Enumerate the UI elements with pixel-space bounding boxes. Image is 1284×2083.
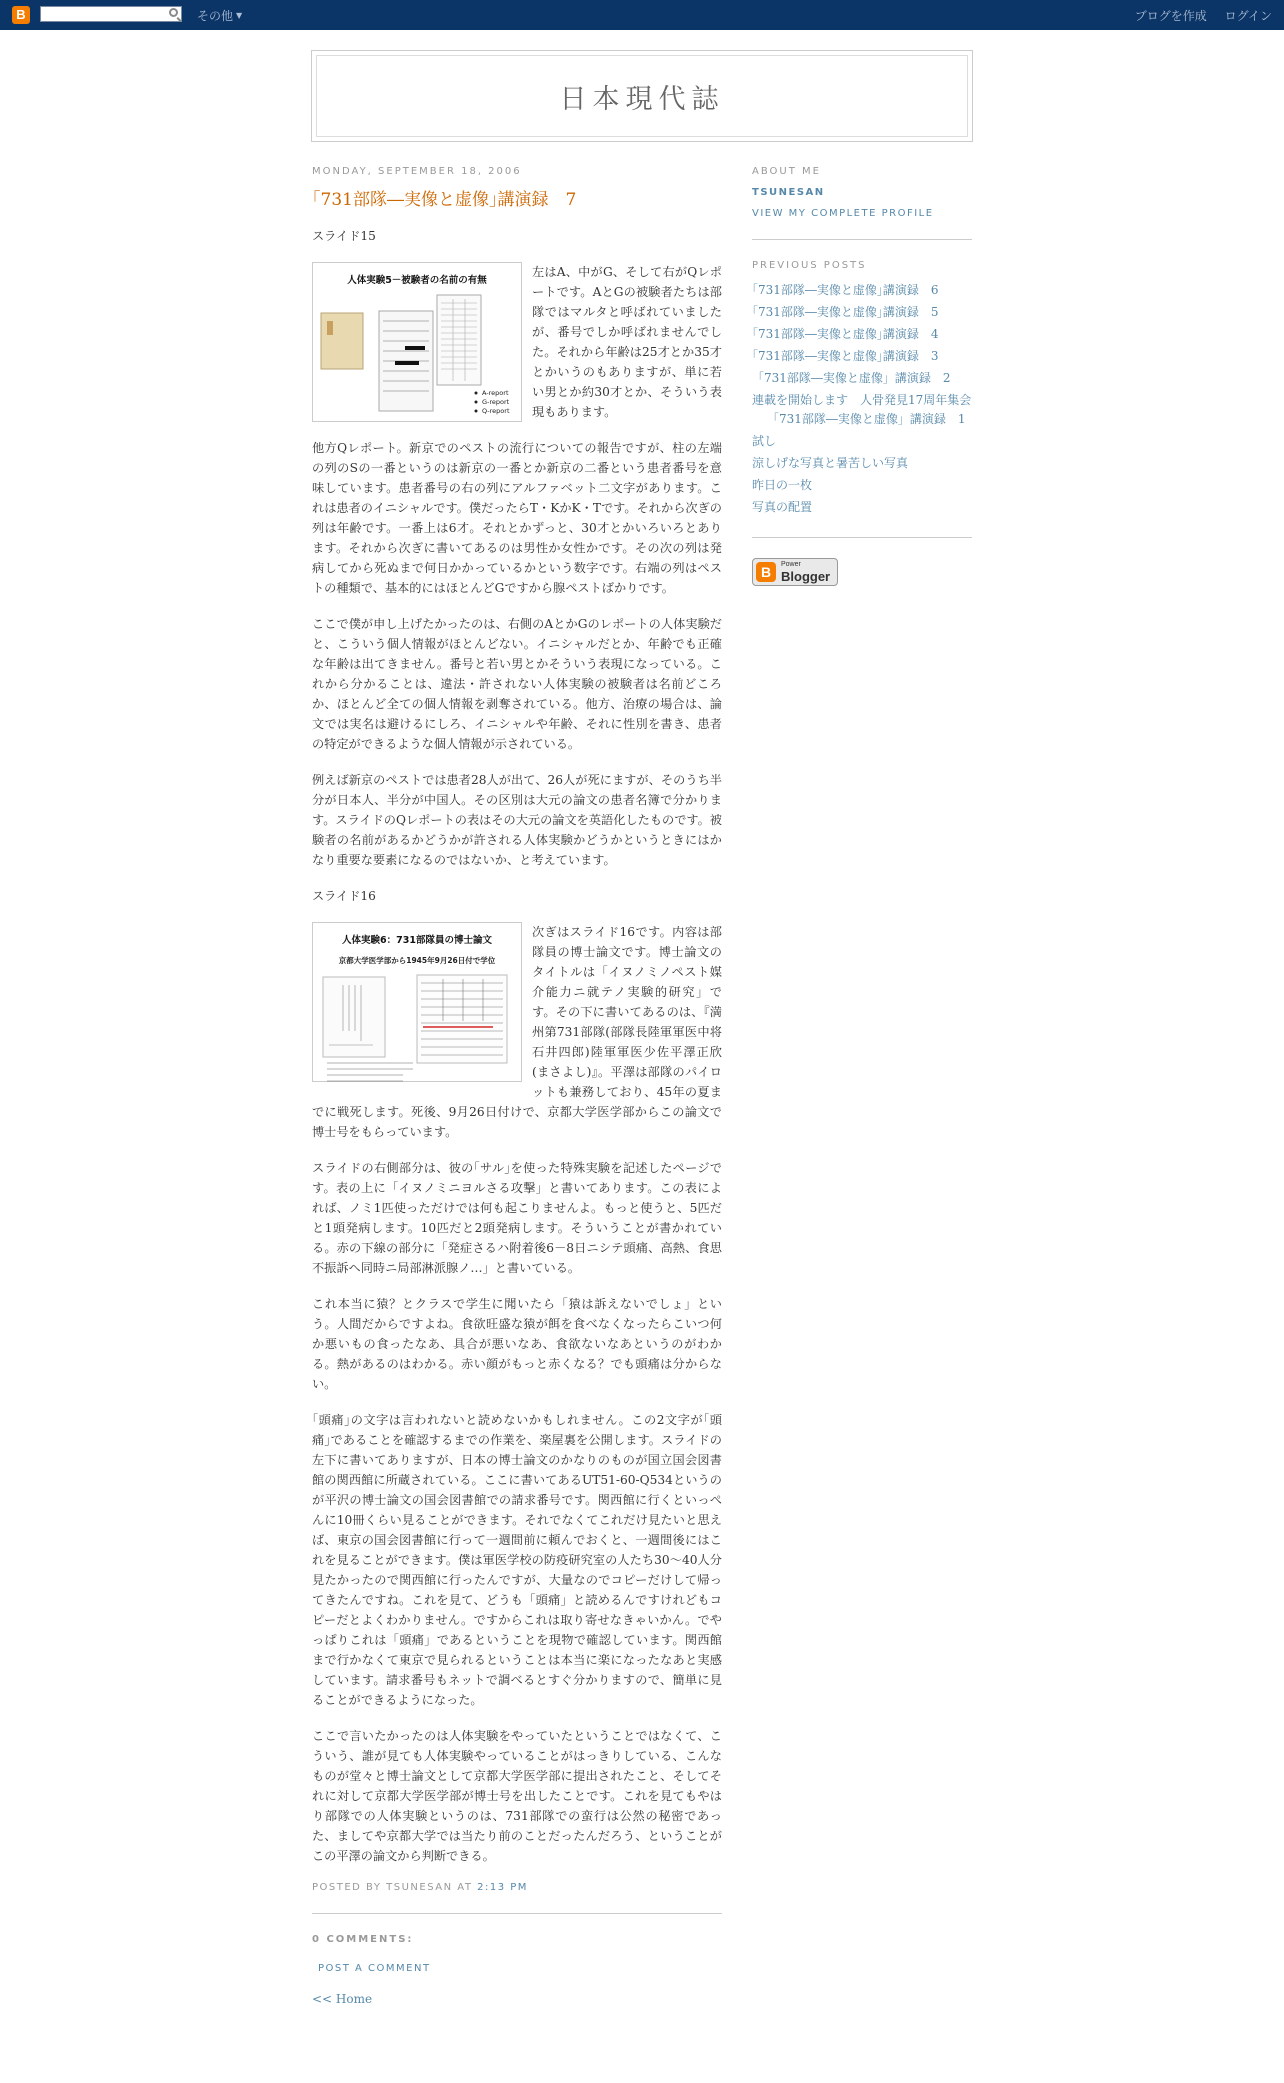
slide16-document-thumbnails — [313, 971, 521, 1089]
sidebar-divider — [752, 239, 972, 240]
post-comment-link[interactable]: POST A COMMENT — [318, 1963, 431, 1974]
view-profile-link[interactable]: VIEW MY COMPLETE PROFILE — [752, 208, 934, 219]
post-title: ｢731部隊―実像と虚像｣講演録 7 — [312, 190, 577, 210]
legend-g-report: G-report — [482, 398, 510, 406]
home-link[interactable]: << Home — [312, 1992, 373, 2006]
blogger-logo-icon[interactable]: B — [12, 6, 30, 24]
caret-down-icon: ▼ — [236, 11, 243, 20]
comments-header: 0 COMMENTS: — [312, 1934, 414, 1945]
slide16-image-subtitle: 京都大学医学部から1945年9月26日付で学位 — [338, 956, 496, 965]
search-input[interactable] — [40, 6, 182, 22]
paragraph-3: ここで僕が申し上げたかったのは、右側のAとかGのレポートの人体実験だと、こういう個人情報がほとんどない。イニシャルだとか、年齢でも正確な年齢は出てきません。番号と若い男とかそういう表現になっている。これから分かることは、違法・許されない人体実験の被験者は名前どころか、ほとんど全ての個人情報を剥奪されている。他方、治療の場合は、論文では実名は避けるにしろ、イニシャルや年齢、それに性別を書き、患者の特定ができるような個人情報が示されている。 — [312, 617, 722, 751]
previous-post-item[interactable]: ｢731部隊―実像と虚像｣講演録 5 — [752, 305, 939, 319]
paragraph-2: 他方Qレポート。新京でのペストの流行についての報告ですが、柱の左端の列のSの一番というのは新京の一番とか新京の二番という患者番号を意味しています。患者番号の右の列にアルファベット二文字があります。これは患者のイニシャルです。僕だったらT・KかK・Tです。それから次ぎの列は年齢です。一番上は6才。それとかずっと、30才とかいろいろとあります。それから次ぎに書いてあるのは男性か女性かです。その次の列は発病してから死ぬまで何日かかっているかという数字です。右端の列はペストの種類で、基本的にはほとんどGですから腺ペストばかりです。 — [312, 441, 722, 595]
previous-posts-list — [752, 281, 972, 517]
more-menu-label: その他 — [197, 9, 234, 23]
previous-post-item[interactable]: 昨日の一枚 — [752, 478, 813, 492]
paragraph-1: 左はA、中がG、そして右がQレポートです。AとGの被験者たちは部隊ではマルタと呼ばれていましたが、番号でしか呼ばれませんでした。それから年齢は25才とか35才とかいうのもありますが、単に若い男とか約30才とか、そういう表現もあります。 — [532, 265, 722, 419]
comments-divider — [312, 1913, 722, 1914]
blogger-badge-icon: B — [756, 562, 776, 582]
previous-post-item[interactable]: 「731部隊―実像と虚像」講演録 2 — [752, 371, 951, 385]
blog-header — [311, 50, 973, 142]
paragraph-6: スライドの右側部分は、彼の｢サル｣を使った特殊実験を記述したページです。表の上に「イヌノミニヨルさる攻撃」と書いてあります。この表によれば、ノミ1匹使っただけでは何も起こりませんよ。もっと使うと、5匹だと1頭発病します。10匹だと2頭発病します。そういうことが書かれている。赤の下線の部分に「発症さるハ附着後6－8日ニシテ頭痛、高熱、食思不振訴ヘ同時ニ局部淋派腺ノ…」と書いている。 — [312, 1161, 722, 1275]
post-time-link[interactable]: 2:13 PM — [477, 1882, 528, 1893]
blog-title[interactable]: 日本現代誌 — [559, 83, 725, 115]
previous-post-item[interactable]: ｢731部隊―実像と虚像｣講演録 3 — [752, 349, 939, 363]
previous-post-item[interactable]: 連載を開始します 人骨発見17周年集会「731部隊―実像と虚像」講演録 1 — [752, 393, 972, 426]
paragraph-8: ｢頭痛｣の文字は言われないと読めないかもしれません。この2文字が｢頭痛｣であることを確認するまでの作業を、楽屋裏を公開します。スライドの左下に書いてありますが、日本の博士論文のかなりのものが国立国会図書館の関西館に所蔵されている。ここに書いてあるUT51-60-Q534というのが平沢の博士論文の国会図書館での請求番号です。関西館に行くといっぺんに10冊くらい見ることができます。それでなくてこれだけ見たいと思えば、東京の国会図書館に行って一週間前に頼んでおくと、一週間後にはこれを見ることができます。僕は軍医学校の防疫研究室の人たち30～40人分見たかったので関西館に行ったんですが、大量なのでコピーだけして帰ってきたんですね。これを見て、どうも「頭痛」と読めるんですけれどもコピーだとよくわかりません。ですからこれは取り寄せなきゃいかん。でやっぱりこれは「頭痛」であるということを現物で確認しています。関西館まで行かなくて東京で見られるということは本当に楽になったなあと実感しています。請求番号もネットで調べるとすぐ分かりますので、簡単に見ることができるようになった。 — [312, 1413, 722, 1707]
login-link[interactable]: ログイン — [1224, 9, 1272, 23]
about-me-header: ABOUT ME — [752, 166, 821, 177]
powered-by-blogger-badge[interactable] — [752, 558, 838, 586]
previous-post-item[interactable]: 試し — [752, 434, 777, 448]
search-icon[interactable] — [169, 8, 178, 17]
post-footer — [312, 1882, 722, 1893]
paragraph-5: 次ぎはスライド16です。内容は部隊員の博士論文です。博士論文のタイトルは「イヌノミノペスト媒介能力ニ就テノ実験的研究」です。その下に書いてあるのは、『満州第731部隊(部隊長陸軍軍医中将石井四郎)陸軍軍医少佐平澤正欣(まさよし)』。平澤は部隊のパイロットも兼務しており、45年の夏までに戦死します。死後、9月26日付けで、京都大学医学部からこの論文で博士号をもらっています。 — [312, 925, 722, 1139]
profile-name-link[interactable]: TSUNESAN — [752, 187, 825, 198]
posted-by: POSTED BY TSUNESAN AT — [312, 1882, 473, 1893]
slide15-image-title: 人体実験5－被験者の名前の有無 — [347, 275, 487, 286]
badge-big-text: Blogger — [781, 569, 831, 584]
sidebar — [752, 166, 972, 586]
slide16-label: スライド16 — [312, 889, 376, 903]
blog-header-inner — [316, 55, 968, 137]
previous-posts-header: PREVIOUS POSTS — [752, 260, 867, 271]
slide15-label: スライド15 — [312, 229, 376, 243]
paragraph-4: 例えば新京のペストでは患者28人が出て、26人が死にますが、そのうち半分が日本人、半分が中国人。その区別は大元の論文の患者名簿で分かります。スライドのQレポートの表はその大元の論文を英語化したものです。被験者の名前があるかどうかが許される人体実験かどうかというときにはかなり重要な要素になるのではないか、と考えています。 — [312, 773, 722, 867]
slide16-image[interactable] — [312, 922, 522, 1082]
slide16-image-title: 人体実験6：731部隊員の博士論文 — [342, 935, 492, 946]
previous-post-item[interactable]: 写真の配置 — [752, 500, 813, 514]
previous-post-item[interactable]: ｢731部隊―実像と虚像｣講演録 4 — [752, 327, 939, 341]
legend-a-report: A-report — [482, 389, 509, 397]
create-blog-link[interactable]: ブログを作成 — [1134, 9, 1207, 23]
paragraph-9: ここで言いたかったのは人体実験をやっていたということではなくて、こういう、誰が見ても人体実験やっていることがはっきりしている、こんなものが堂々と博士論文として京都大学医学部に提出されたこと、そしてそれに対して京都大学医学部が博士号を出したことです。これを見てもやはり部隊での人体実験というのは、731部隊での蛮行は公然の秘密であった、ましてや京都大学では当たり前のことだったんだろう、ということがこの平澤の論文から判断できる。 — [312, 1729, 722, 1863]
post-date: MONDAY, SEPTEMBER 18, 2006 — [312, 166, 522, 177]
slide15-image[interactable] — [312, 262, 522, 422]
paragraph-7: これ本当に猿？とクラスで学生に聞いたら「猿は訴えないでしょ」という。人間だからですよね。食欲旺盛な猿が餌を食べなくなったらこいつ何か悪いもの食ったなあ、具合が悪いなあ、食欲ないなあというのがわかる。熱があるのはわかる。赤い顔がもっと赤くなる？でも頭痛は分からない。 — [312, 1297, 722, 1391]
more-menu[interactable] — [197, 7, 242, 24]
previous-post-item[interactable]: ｢731部隊―実像と虚像｣講演録 6 — [752, 283, 939, 297]
sidebar-divider-2 — [752, 537, 972, 538]
navbar-right-links — [1121, 7, 1272, 24]
post-body — [312, 226, 722, 1866]
slide15-document-thumbnails — [313, 291, 521, 419]
badge-small-text: Power — [781, 561, 801, 568]
previous-post-item[interactable]: 涼しげな写真と暑苦しい写真 — [752, 456, 909, 470]
main-column — [312, 166, 722, 2007]
navbar — [0, 0, 1284, 30]
legend-q-report: Q-report — [482, 407, 510, 415]
